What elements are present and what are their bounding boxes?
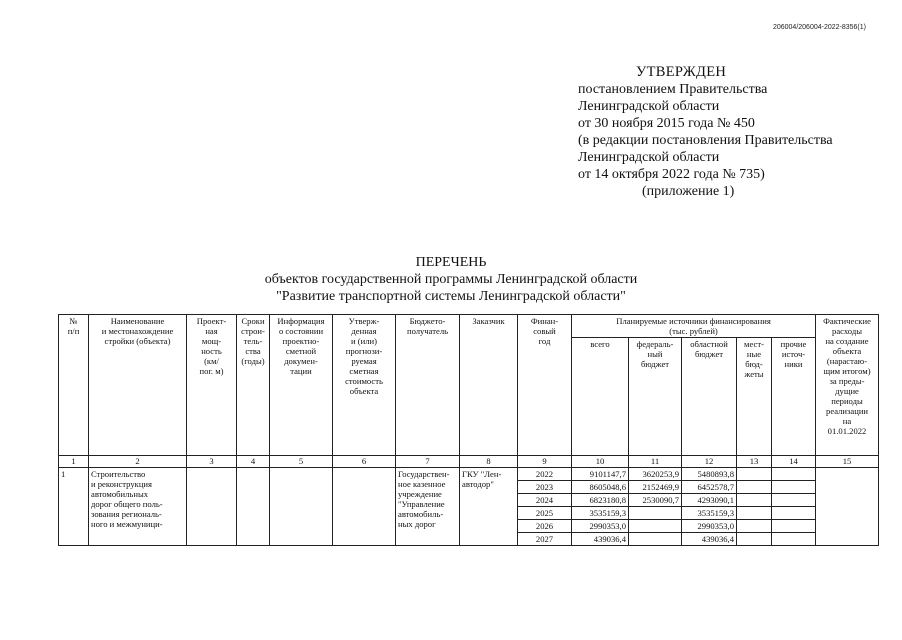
row-recipient: Государствен- ное казенное учреждение "Управление автомобиль- ных дорог — [396, 468, 460, 546]
row-local — [737, 507, 772, 520]
header-regional: областной бюджет — [682, 338, 737, 456]
column-number: 13 — [737, 456, 772, 468]
approval-line: постановлением Правительства — [578, 82, 768, 97]
appendix-label: (приложение 1) — [642, 184, 735, 199]
row-regional: 4293090,1 — [682, 494, 737, 507]
table-header-row — [59, 315, 879, 338]
column-number: 1 — [59, 456, 89, 468]
approval-line: от 30 ноября 2015 года № 450 — [578, 116, 755, 131]
table-row — [59, 468, 879, 481]
row-total: 2990353,0 — [572, 520, 629, 533]
row-other — [772, 468, 816, 481]
row-customer: ГКУ "Лен- автодор" — [460, 468, 518, 546]
row-year: 2027 — [518, 533, 572, 546]
header-docs: Информация о состоянии проектно- сметной докумен- тации — [270, 315, 333, 456]
objects-table — [58, 314, 879, 546]
row-year: 2024 — [518, 494, 572, 507]
row-name: Строительство и реконструкция автомобильных дорог общего поль- зования региональ- ного и межмуници- — [89, 468, 187, 546]
header-recipient: Бюджето- получатель — [396, 315, 460, 456]
header-total: всего — [572, 338, 629, 456]
column-number: 8 — [460, 456, 518, 468]
row-local — [737, 494, 772, 507]
row-federal: 2530090,7 — [629, 494, 682, 507]
header-other: прочие источ- ники — [772, 338, 816, 456]
row-regional: 6452578,7 — [682, 481, 737, 494]
row-total: 9101147,7 — [572, 468, 629, 481]
title-program-name: "Развитие транспортной системы Ленинградской области" — [276, 289, 626, 304]
row-local — [737, 533, 772, 546]
approval-line: Ленинградской области — [578, 99, 720, 114]
approval-line: Ленинградской области — [578, 150, 720, 165]
row-year: 2025 — [518, 507, 572, 520]
row-federal: 3620253,9 — [629, 468, 682, 481]
header-terms: Сроки строи- тель- ства (годы) — [237, 315, 270, 456]
row-regional: 3535159,3 — [682, 507, 737, 520]
row-local — [737, 468, 772, 481]
column-number: 12 — [682, 456, 737, 468]
header-customer: Заказчик — [460, 315, 518, 456]
row-federal — [629, 520, 682, 533]
title-heading: ПЕРЕЧЕНЬ — [415, 255, 487, 270]
header-num: № п/п — [59, 315, 89, 456]
column-number: 2 — [89, 456, 187, 468]
row-total: 6823180,8 — [572, 494, 629, 507]
approval-line: (в редакции постановления Правительства — [578, 133, 833, 148]
column-number: 7 — [396, 456, 460, 468]
header-fin-year: Финан- совый год — [518, 315, 572, 456]
row-regional: 5480893,8 — [682, 468, 737, 481]
row-total: 439036,4 — [572, 533, 629, 546]
row-year: 2026 — [518, 520, 572, 533]
row-other — [772, 507, 816, 520]
header-federal: федераль- ный бюджет — [629, 338, 682, 456]
column-number: 4 — [237, 456, 270, 468]
header-capacity: Проект- ная мощ- ность (км/ пог. м) — [187, 315, 237, 456]
row-year: 2022 — [518, 468, 572, 481]
header-local: мест- ные бюд- жеты — [737, 338, 772, 456]
row-other — [772, 494, 816, 507]
row-terms — [237, 468, 270, 546]
row-actual — [816, 468, 879, 546]
row-regional: 2990353,0 — [682, 520, 737, 533]
column-number: 11 — [629, 456, 682, 468]
row-year: 2023 — [518, 481, 572, 494]
row-other — [772, 520, 816, 533]
row-federal — [629, 533, 682, 546]
document-number: 206004/206004-2022-8356(1) — [772, 24, 866, 31]
column-number: 5 — [270, 456, 333, 468]
header-name: Наименование и местонахождение стройки (объекта) — [89, 315, 187, 456]
header-planned-sources: Планируемые источники финансирования (тыс. рублей) — [572, 315, 816, 338]
row-capacity — [187, 468, 237, 546]
header-cost: Утверж- денная и (или) прогнози- руемая сметная стоимость объекта — [333, 315, 396, 456]
row-num: 1 — [59, 468, 89, 546]
row-federal: 2152469,9 — [629, 481, 682, 494]
row-local — [737, 520, 772, 533]
column-number: 15 — [816, 456, 879, 468]
column-number: 3 — [187, 456, 237, 468]
approval-heading: УТВЕРЖДЕН — [636, 64, 727, 80]
column-number: 9 — [518, 456, 572, 468]
row-total: 8605048,6 — [572, 481, 629, 494]
approval-block — [578, 64, 878, 200]
title-subtitle: объектов государственной программы Ленинградской области — [264, 272, 638, 287]
row-local — [737, 481, 772, 494]
document-title — [0, 254, 902, 305]
column-numbers-row — [59, 456, 879, 468]
row-regional: 439036,4 — [682, 533, 737, 546]
approval-line: от 14 октября 2022 года № 735) — [578, 167, 765, 182]
row-other — [772, 533, 816, 546]
column-number: 6 — [333, 456, 396, 468]
row-total: 3535159,3 — [572, 507, 629, 520]
row-other — [772, 481, 816, 494]
column-number: 10 — [572, 456, 629, 468]
row-cost — [333, 468, 396, 546]
row-docs — [270, 468, 333, 546]
header-actual: Фактические расходы на создание объекта (нарастаю- щим итогом) за преды- дущие периоды реализации на 01.01.2022 — [816, 315, 879, 456]
row-federal — [629, 507, 682, 520]
column-number: 14 — [772, 456, 816, 468]
